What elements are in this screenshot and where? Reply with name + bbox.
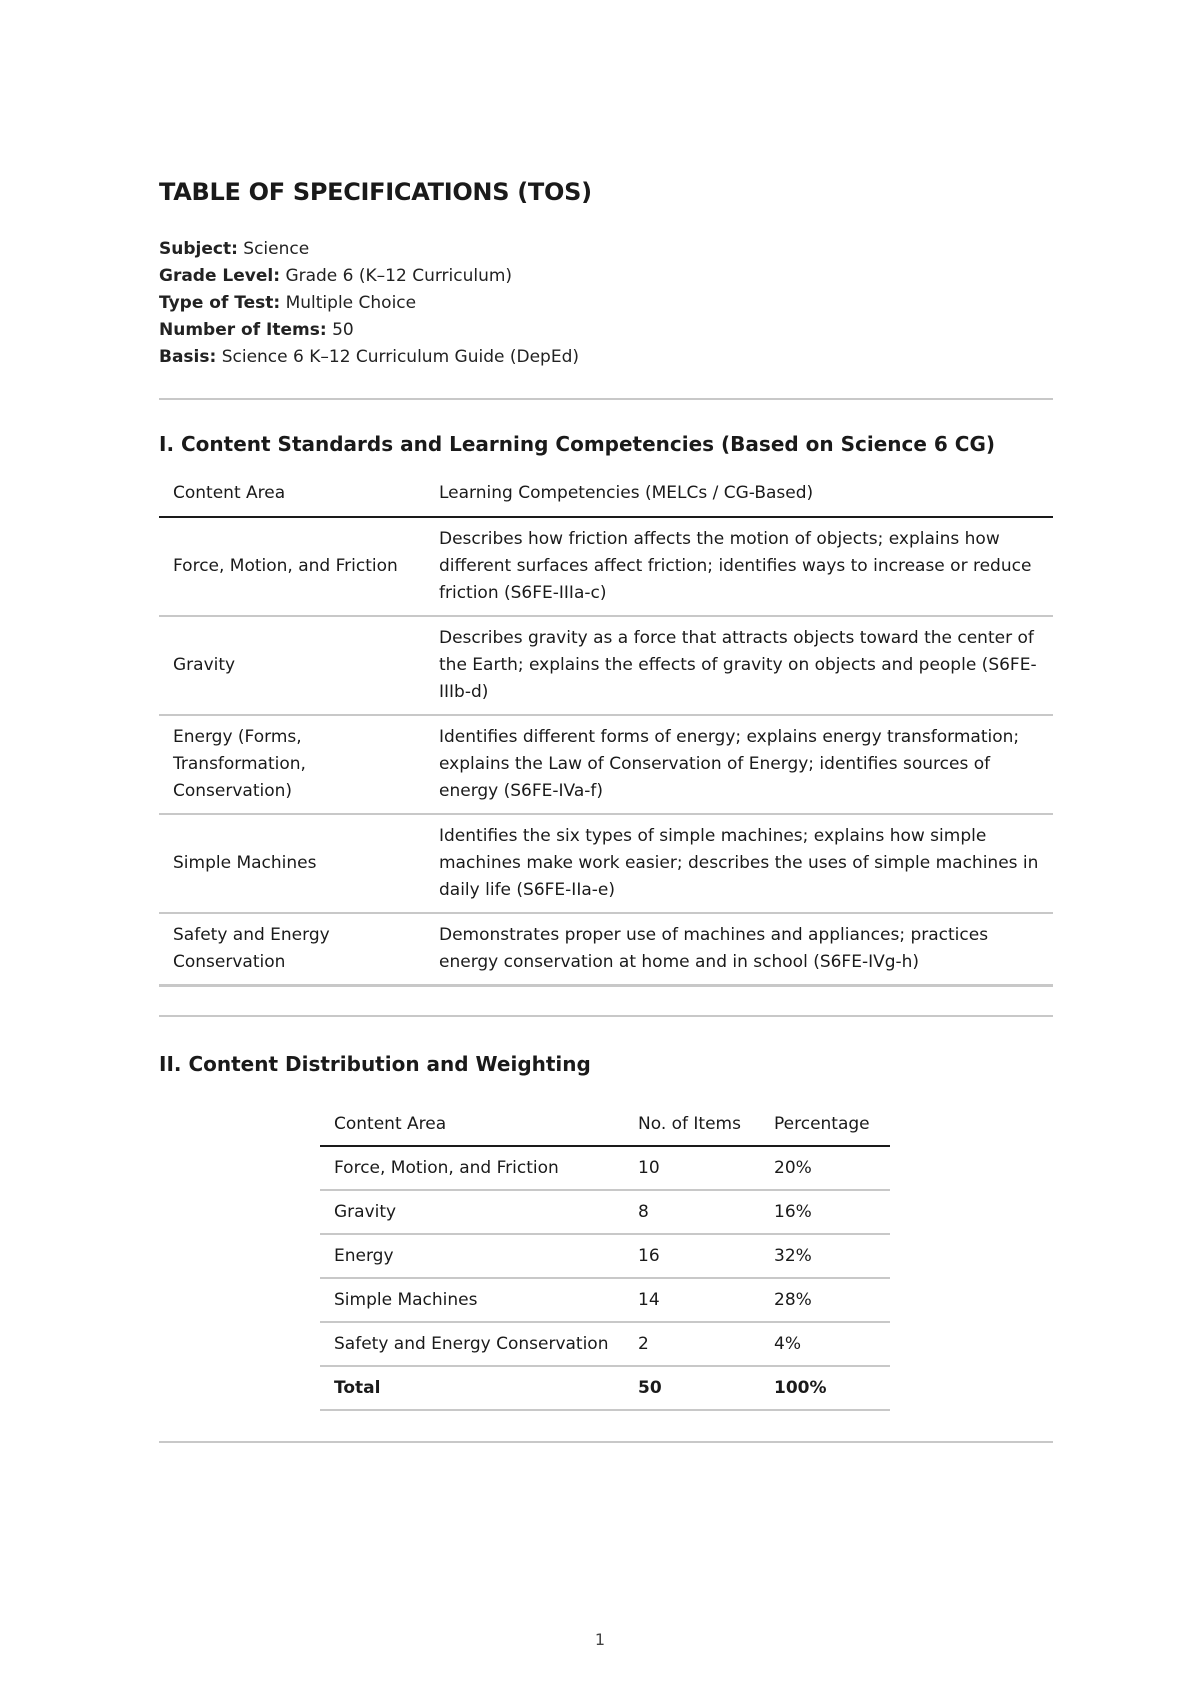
document-title: TABLE OF SPECIFICATIONS (TOS)	[159, 178, 592, 206]
competency-cell: Describes how friction affects the motion of objects; explains how different surfaces affect friction; identifies ways to increase or reduce friction (S6FE-IIIa-c)	[439, 529, 1032, 603]
meta-label: Basis:	[159, 347, 217, 367]
column-header-competencies: Learning Competencies (MELCs / CG-Based)	[439, 482, 814, 503]
meta-label: Type of Test:	[159, 293, 281, 313]
content-area-cell: Force, Motion, and Friction	[173, 556, 398, 576]
content-area-cell: Safety and Energy Conservation	[334, 1333, 609, 1354]
meta-type-of-test	[159, 290, 1053, 317]
items-cell: 14	[638, 1289, 660, 1310]
competency-cell: Identifies the six types of simple machines; explains how simple machines make work easier; describes the uses of simple machines in daily life (S6FE-IIa-e)	[439, 826, 1039, 900]
content-area-cell: Simple Machines	[173, 853, 317, 873]
items-cell: 8	[638, 1201, 649, 1222]
column-header-percentage: Percentage	[774, 1113, 870, 1134]
meta-value: Science	[243, 239, 310, 259]
content-area-cell: Energy (Forms, Transformation, Conservation)	[173, 727, 306, 801]
meta-grade-level	[159, 263, 1053, 290]
content-area-cell: Safety and Energy Conservation	[173, 925, 330, 972]
section2-heading: II. Content Distribution and Weighting	[159, 1052, 591, 1076]
competency-cell: Describes gravity as a force that attracts objects toward the center of the Earth; explains the effects of gravity on objects and people (S6FE-IIIb-d)	[439, 628, 1037, 702]
page-number: 1	[594, 1630, 606, 1649]
meta-basis	[159, 344, 1053, 371]
table-header-row	[159, 470, 1053, 517]
document-page	[159, 172, 1053, 1443]
meta-value: Multiple Choice	[285, 293, 417, 313]
meta-subject	[159, 236, 1053, 263]
table-row	[159, 616, 1053, 715]
competencies-table	[159, 470, 1053, 987]
percentage-cell: 16%	[774, 1201, 812, 1222]
items-cell: 10	[638, 1157, 660, 1178]
meta-label: Number of Items:	[159, 320, 327, 340]
table-row	[159, 814, 1053, 913]
table-header-row	[320, 1103, 890, 1146]
total-row	[320, 1366, 890, 1410]
total-label: Total	[334, 1377, 381, 1398]
column-header-items: No. of Items	[638, 1113, 741, 1134]
meta-label: Subject:	[159, 239, 238, 259]
table-row	[320, 1190, 890, 1234]
percentage-cell: 20%	[774, 1157, 812, 1178]
content-area-cell: Simple Machines	[334, 1289, 478, 1310]
section-divider	[159, 398, 1053, 400]
table-row	[320, 1278, 890, 1322]
meta-value: Science 6 K–12 Curriculum Guide (DepEd)	[221, 347, 580, 367]
distribution-table	[320, 1103, 890, 1411]
document-meta	[159, 236, 1053, 371]
section1-heading: I. Content Standards and Learning Competencies (Based on Science 6 CG)	[159, 432, 996, 456]
table-row	[320, 1146, 890, 1190]
competency-cell: Demonstrates proper use of machines and appliances; practices energy conservation at home and in school (S6FE-IVg-h)	[439, 925, 989, 972]
content-area-cell: Force, Motion, and Friction	[334, 1157, 559, 1178]
meta-value: 50	[332, 320, 354, 340]
competency-cell: Identifies different forms of energy; explains energy transformation; explains the Law of Conservation of Energy; identifies sources of energy (S6FE-IVa-f)	[439, 727, 1020, 801]
items-cell: 16	[638, 1245, 660, 1266]
table-row	[159, 517, 1053, 616]
percentage-cell: 4%	[774, 1333, 801, 1354]
column-header-content-area: Content Area	[334, 1113, 447, 1134]
table-row	[320, 1234, 890, 1278]
items-cell: 2	[638, 1333, 649, 1354]
content-area-cell: Gravity	[173, 655, 236, 675]
content-area-cell: Gravity	[334, 1201, 397, 1222]
content-area-cell: Energy	[334, 1245, 394, 1266]
meta-value: Grade 6 (K–12 Curriculum)	[285, 266, 513, 286]
table-row	[159, 715, 1053, 814]
table-row	[320, 1322, 890, 1366]
section-divider	[159, 1015, 1053, 1017]
column-header-content-area: Content Area	[173, 482, 286, 503]
total-percentage: 100%	[774, 1377, 827, 1398]
percentage-cell: 32%	[774, 1245, 812, 1266]
table-row	[159, 913, 1053, 986]
section-divider	[159, 1441, 1053, 1443]
meta-label: Grade Level:	[159, 266, 281, 286]
total-items: 50	[638, 1377, 662, 1398]
meta-number-of-items	[159, 317, 1053, 344]
percentage-cell: 28%	[774, 1289, 812, 1310]
